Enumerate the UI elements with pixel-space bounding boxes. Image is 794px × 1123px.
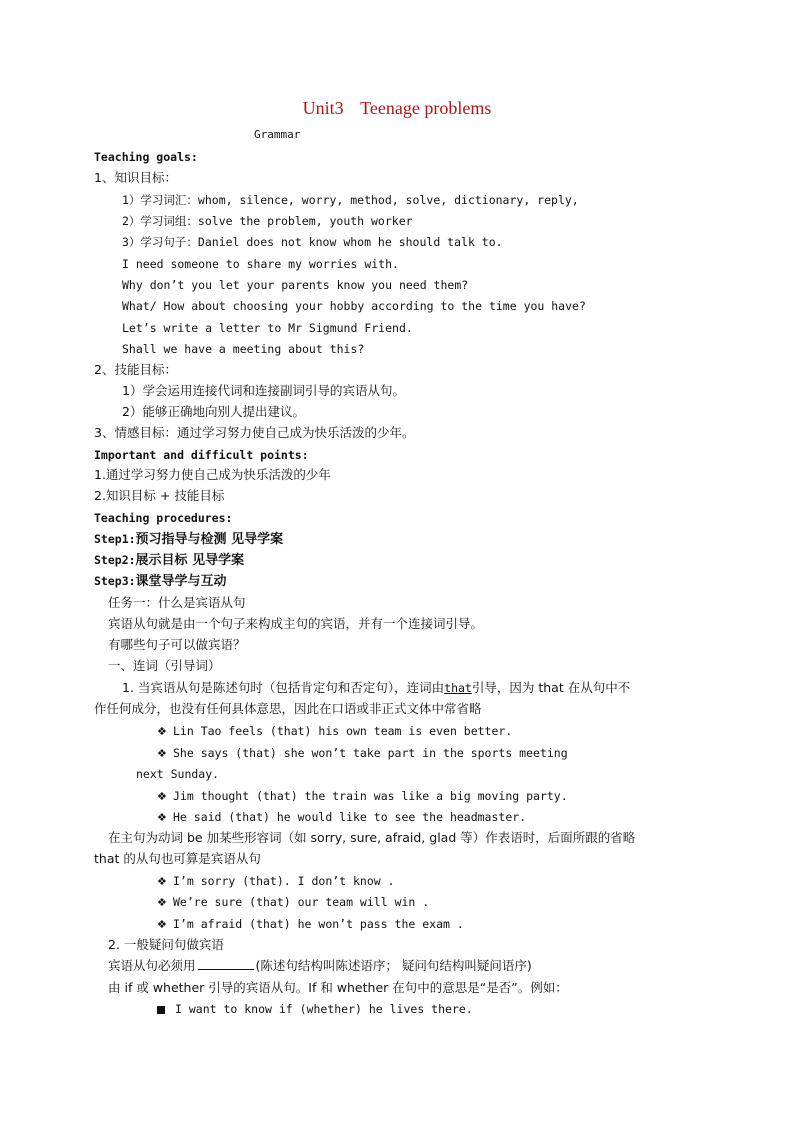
step-1-label: Step1:: [94, 532, 136, 546]
skills-item-1: 1）学会运用连接代词和连接副词引导的宾语从句。: [122, 383, 405, 398]
point-1: 1.通过学习努力使自己成为快乐活泼的少年: [94, 467, 331, 482]
example-8: [157, 1001, 473, 1017]
diamond-bullet-icon: ❖: [157, 896, 167, 909]
knowledge-heading: 1、知识目标：: [94, 170, 177, 185]
sentence-1: I need someone to share my worries with.: [122, 257, 399, 271]
rule-2-part-b: (陈述句结构叫陈述语序； 疑问句结构叫疑问语序): [255, 958, 532, 973]
example-4-text: He said (that) he would like to see the headmaster.: [173, 810, 527, 824]
example-6-text: We’re sure (that) our team will win .: [173, 895, 430, 909]
unit-label: Unit3: [302, 98, 344, 118]
rule-1-part-b: 引导，因为 that 在从句中不: [471, 680, 631, 695]
task-1-definition: 宾语从句就是由一个句子来构成主句的宾语，并有一个连接词引导。: [108, 616, 484, 631]
sentence-3: What/ How about choosing your hobby according to the time you have?: [122, 299, 586, 313]
step-3-text: 课堂导学与互动: [135, 574, 227, 589]
page-title: [0, 98, 794, 119]
example-4: [157, 809, 526, 826]
rule-2: [108, 958, 532, 974]
step-2-label: Step2:: [94, 553, 136, 567]
diamond-bullet-icon: ❖: [157, 811, 167, 824]
example-3-text: Jim thought (that) the train was like a big moving party.: [173, 789, 568, 803]
step-3: [94, 573, 227, 590]
square-bullet-icon: [157, 1006, 165, 1014]
example-2-text: She says (that) she won’t take part in the sports meeting: [173, 746, 568, 760]
sentence-4: Let’s write a letter to Mr Sigmund Friend.: [122, 321, 413, 335]
rule-1-part-a: 1. 当宾语从句是陈述句时（包括肯定句和否定句），连词由: [122, 680, 445, 695]
points-heading: Important and difficult points:: [94, 448, 309, 462]
skills-heading: 2、技能目标：: [94, 362, 177, 377]
rule-1-line-1: [122, 680, 630, 696]
goals-heading: Teaching goals:: [94, 150, 198, 164]
knowledge-vocab: 1）学习词汇：whom, silence, worry, method, solve, dictionary, reply,: [122, 193, 579, 207]
fill-in-blank: [198, 959, 254, 970]
example-7: [157, 916, 464, 933]
knowledge-sentences: 3）学习句子：Daniel does not know whom he should talk to.: [122, 235, 503, 249]
step-1-text: 预习指导与检测 见导学案: [135, 532, 284, 547]
emotion-goal: 3、情感目标：通过学习努力使自己成为快乐活泼的少年。: [94, 425, 415, 440]
knowledge-phrases: 2）学习词组：solve the problem, youth worker: [122, 214, 413, 228]
step-3-label: Step3:: [94, 574, 136, 588]
step-2-text: 展示目标 见导学案: [135, 553, 245, 568]
section-yes-no-questions: 2. 一般疑问句做宾语: [108, 937, 224, 952]
rule-2-part-a: 宾语从句必须用: [108, 958, 196, 973]
page-subtitle: Grammar: [254, 128, 301, 141]
procedures-heading: Teaching procedures:: [94, 511, 233, 525]
example-1-text: Lin Tao feels (that) his own team is even better.: [173, 724, 513, 738]
section-conjunctions: 一、连词（引导词）: [108, 658, 221, 673]
example-2-continued: next Sunday.: [136, 767, 220, 781]
task-1-question: 有哪些句子可以做宾语？: [108, 637, 246, 652]
diamond-bullet-icon: ❖: [157, 875, 167, 888]
rule-1-that: that: [444, 681, 472, 695]
example-7-text: I’m afraid (that) he won’t pass the exam .: [173, 917, 464, 931]
rule-3: 由 if 或 whether 引导的宾语从句。If 和 whether 在句中的意思是“是否”。例如：: [108, 980, 568, 995]
point-2: 2.知识目标 + 技能目标: [94, 488, 225, 503]
note-line-2: that 的从句也可算是宾语从句: [94, 851, 261, 866]
example-5: [157, 873, 395, 890]
note-line-1: 在主句为动词 be 加某些形容词（如 sorry, sure, afraid, glad 等）作表语时，后面所跟的省略: [108, 830, 636, 845]
sentence-5: Shall we have a meeting about this?: [122, 342, 365, 356]
diamond-bullet-icon: ❖: [157, 790, 167, 803]
sentence-2: Why don’t you let your parents know you need them?: [122, 278, 469, 292]
diamond-bullet-icon: ❖: [157, 747, 167, 760]
diamond-bullet-icon: ❖: [157, 918, 167, 931]
example-2: [157, 745, 568, 762]
task-1-title: 任务一：什么是宾语从句: [108, 595, 246, 610]
rule-1-line-2: 作任何成分，也没有任何具体意思，因此在口语或非正式文体中常省略: [94, 701, 482, 716]
step-1: [94, 531, 283, 548]
example-3: [157, 788, 568, 805]
step-2: [94, 552, 244, 569]
example-8-text: I want to know if (whether) he lives there.: [175, 1002, 473, 1016]
example-1: [157, 723, 512, 740]
example-5-text: I’m sorry (that). I don’t know .: [173, 874, 395, 888]
skills-item-2: 2）能够正确地向别人提出建议。: [122, 404, 305, 419]
diamond-bullet-icon: ❖: [157, 725, 167, 738]
topic-label: Teenage problems: [360, 98, 492, 118]
example-6: [157, 894, 429, 911]
